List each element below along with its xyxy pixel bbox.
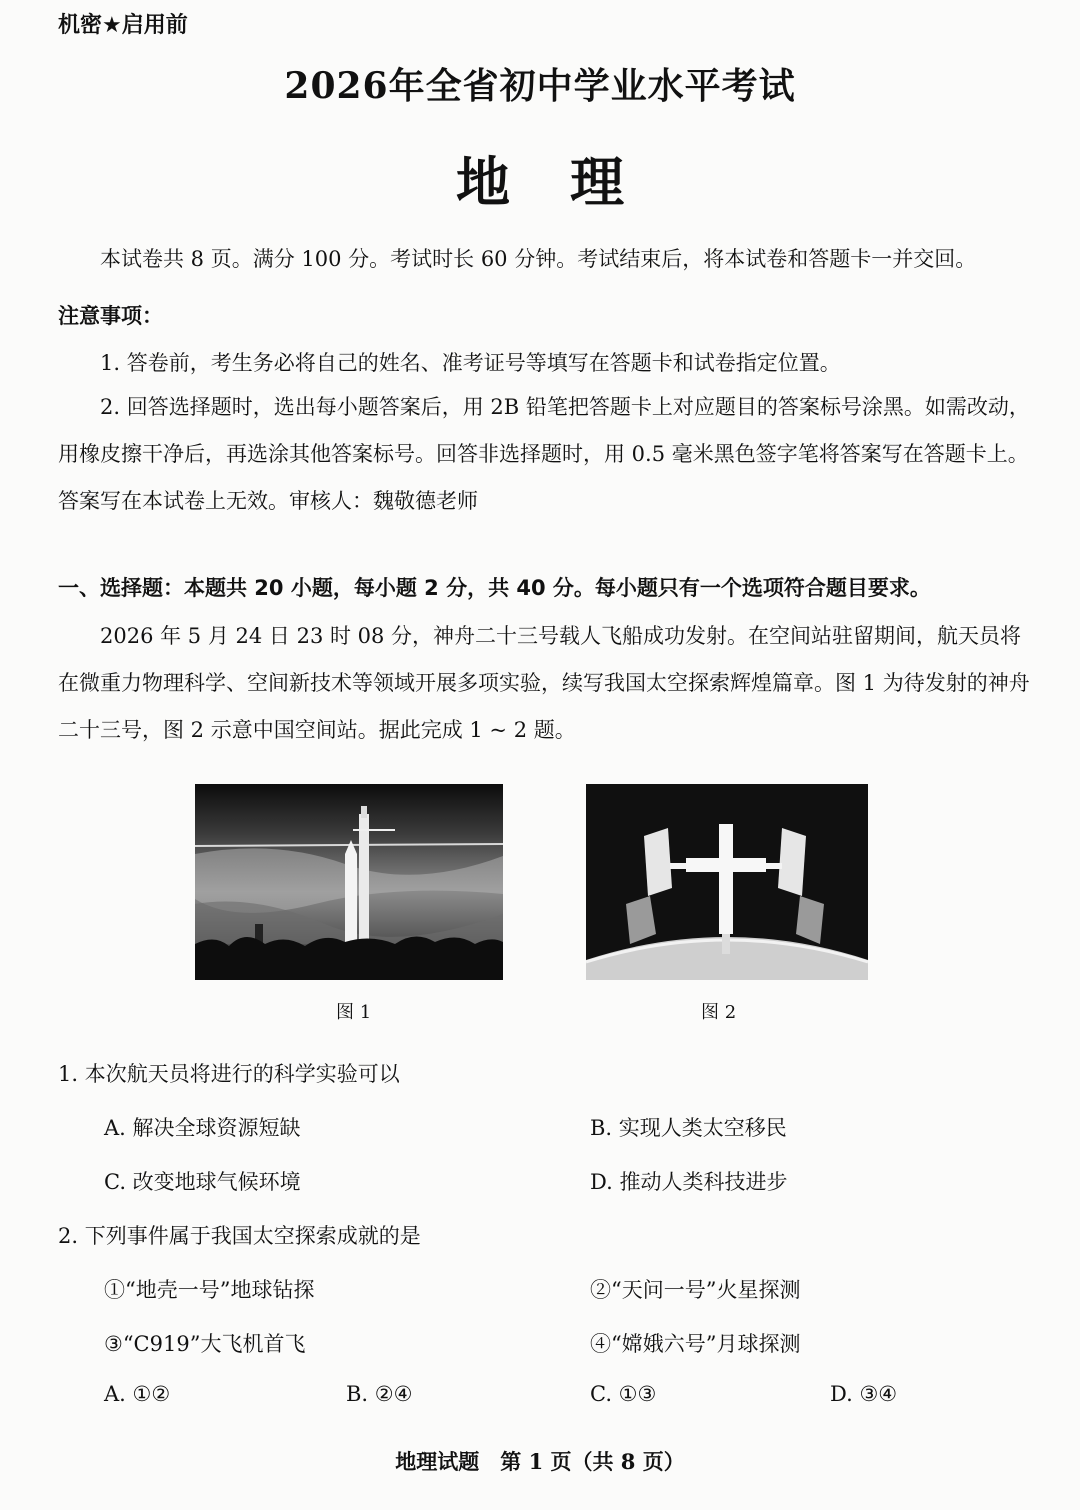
question-1-option-c: C. 改变地球气候环境	[104, 1170, 301, 1194]
question-1-option-b: B. 实现人类太空移民	[590, 1116, 787, 1140]
notice-item-1: 1. 答卷前，考生务必将自己的姓名、准考证号等填写在答题卡和试卷指定位置。	[100, 351, 841, 375]
question-2-option-c: C. ①③	[590, 1382, 657, 1406]
question-2-statement-2: ②“天问一号”火星探测	[590, 1278, 801, 1302]
question-1-option-a: A. 解决全球资源短缺	[104, 1116, 301, 1140]
section-heading: 一、选择题：本题共 20 小题，每小题 2 分，共 40 分。每小题只有一个选项符合题目要求。	[58, 576, 931, 600]
confidential-mark: 机密★启用前	[58, 13, 188, 38]
subject-title	[0, 140, 1080, 217]
figure-2-caption: 图 2	[701, 1002, 737, 1023]
notice-title: 注意事项：	[58, 304, 163, 328]
question-2-option-b: B. ②④	[346, 1382, 413, 1406]
subject-char-2: 理	[570, 151, 624, 214]
question-1-option-d: D. 推动人类科技进步	[590, 1170, 788, 1194]
question-2-stem: 2. 下列事件属于我国太空探索成就的是	[58, 1224, 421, 1248]
question-2-statement-3: ③“C919”大飞机首飞	[104, 1332, 306, 1356]
exam-intro: 本试卷共 8 页。满分 100 分。考试时长 60 分钟。考试结束后，将本试卷和答题卡一并交回。	[100, 247, 977, 271]
figure-1-rocket-launch-image	[195, 784, 503, 980]
question-1-stem: 1. 本次航天员将进行的科学实验可以	[58, 1062, 400, 1086]
exam-title: 2026年全省初中学业水平考试	[284, 65, 796, 107]
question-2-option-d: D. ③④	[830, 1382, 898, 1406]
notice-item-2: 2. 回答选择题时，选出每小题答案后，用 2B 铅笔把答题卡上对应题目的答案标号涂黑。如需改动，用橡皮擦干净后，再选涂其他答案标号。回答非选择题时，用 0.5 毫米黑色签字笔将答案写在答题卡上。答案写在本试卷上无效。审核人：魏敬德老师	[58, 395, 1030, 513]
subject-char-1: 地	[456, 151, 510, 214]
reading-passage: 2026 年 5 月 24 日 23 时 08 分，神舟二十三号载人飞船成功发射。在空间站驻留期间，航天员将在微重力物理科学、空间新技术等领域开展多项实验，续写我国太空探索辉煌篇章。图 1 为待发射的神舟二十三号，图 2 示意中国空间站。据此完成 1 ~ 2 题。	[58, 624, 1030, 742]
question-2-statement-4: ④“嫦娥六号”月球探测	[590, 1332, 801, 1356]
figure-1-caption: 图 1	[336, 1002, 372, 1023]
question-2-option-a: A. ①②	[104, 1382, 171, 1406]
page-footer: 地理试题 第 1 页（共 8 页）	[395, 1449, 685, 1474]
figure-2-space-station-image	[586, 784, 868, 980]
question-2-statement-1: ①“地壳一号”地球钻探	[104, 1278, 315, 1302]
